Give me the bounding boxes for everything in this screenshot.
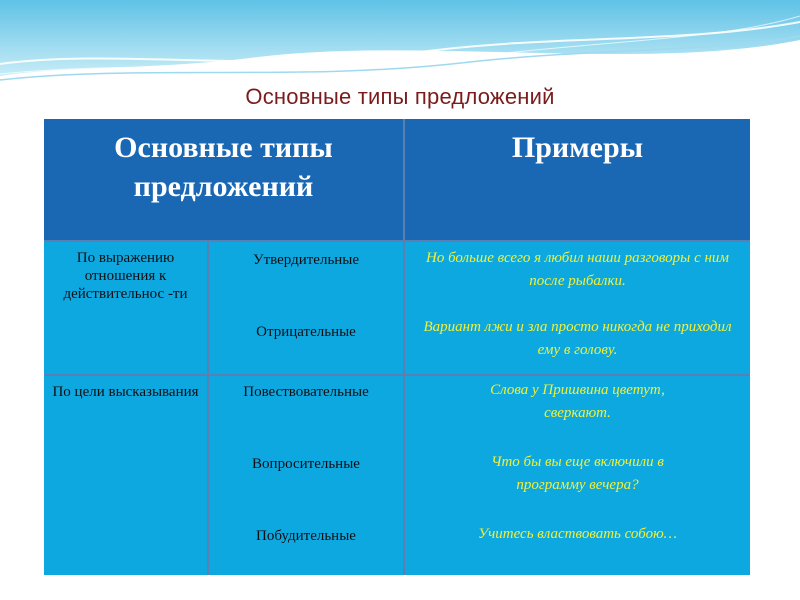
type-cell xyxy=(209,242,403,374)
types-table xyxy=(44,119,750,575)
category-cell xyxy=(44,376,207,575)
header-types xyxy=(44,119,403,240)
type-label: Утвердительные xyxy=(252,252,360,268)
type-label: Побудительные xyxy=(256,528,356,544)
header-examples xyxy=(405,119,750,240)
header-examples-label: Примеры xyxy=(511,131,644,164)
type-label: Вопросительные xyxy=(252,456,360,472)
example-text: Что бы вы еще включили в программу вечера? xyxy=(491,454,664,493)
category-label: По цели высказывания xyxy=(52,384,199,400)
header-types-label: Основные типы предложений xyxy=(114,131,333,203)
example-text: Вариант лжи и зла просто никогда не приходил ему в голову. xyxy=(423,319,732,358)
example-text: Но больше всего я любил наши разговоры с ним после рыбалки. xyxy=(425,250,730,289)
type-cell xyxy=(209,376,403,575)
example-cell xyxy=(405,242,750,374)
type-label: Отрицательные xyxy=(256,324,356,340)
category-label: По выражению отношения к действительнос -ти xyxy=(63,250,188,302)
type-label: Повествовательные xyxy=(243,384,369,400)
category-cell xyxy=(44,242,207,374)
example-text: Слова у Пришвина цветут, сверкают. xyxy=(490,382,665,421)
slide-title: Основные типы предложений xyxy=(245,84,555,109)
example-cell xyxy=(405,376,750,575)
example-text: Учитесь властвовать собою… xyxy=(478,526,677,542)
